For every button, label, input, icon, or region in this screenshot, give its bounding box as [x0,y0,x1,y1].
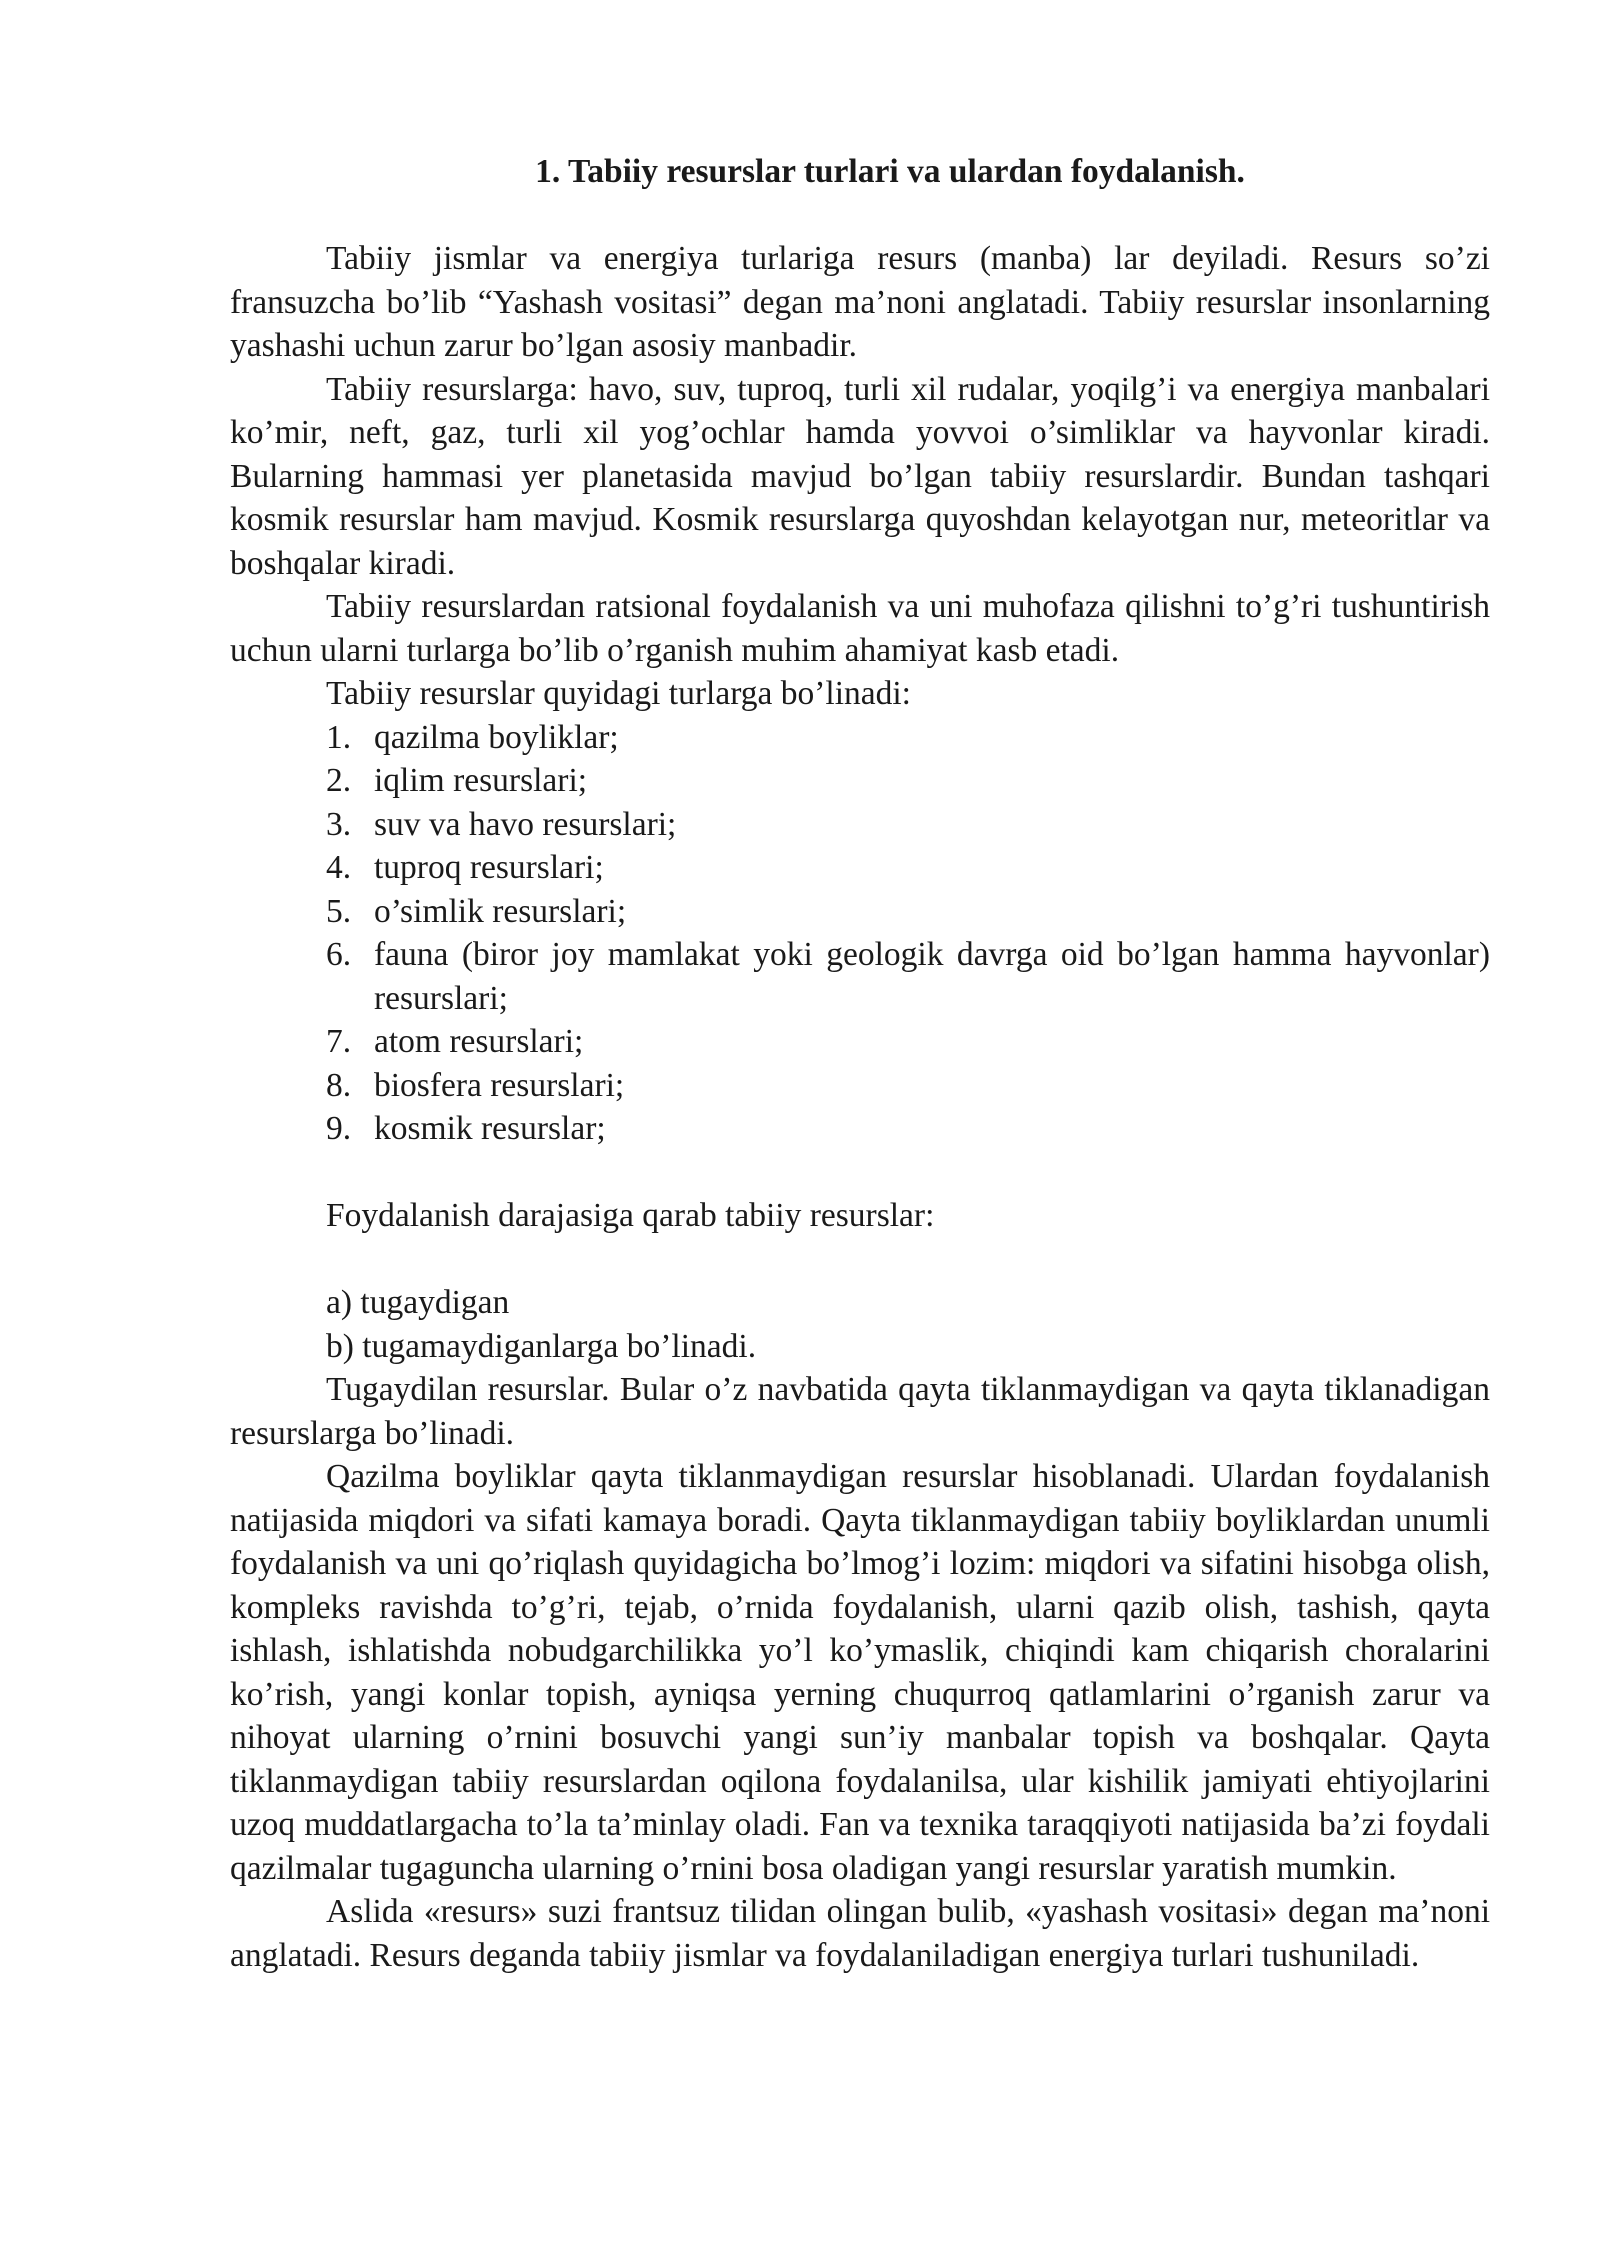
paragraph-resource-meaning: Aslida «resurs» suzi frantsuz tilidan olingan bulib, «yashash vositasi» degan ma’noni anglatadi. Resurs deganda tabiiy jismlar va foydalaniladigan energiya turlari tushuniladi. [230,1893,1490,1974]
list-item-text: suv va havo resurslari; [374,805,677,843]
list-item-number: 9. [326,1110,352,1147]
list-item-text: kosmik resurslar; [374,1110,606,1147]
list-intro: Tabiiy resurslar quyidagi turlarga bo’linadi: [326,675,911,712]
list-item-number: 3. [326,805,352,843]
paragraph-definition: Tabiiy jismlar va energiya turlariga resurs (manba) lar deyiladi. Resurs so’zi fransuzcha bo’lib “Yashash vositasi” degan ma’noni anglatadi. Tabiiy resurslar insonlarning yashashi uchun zarur bo’lgan asosiy manbadir. [230,240,1490,364]
list-item-text: qazilma boyliklar; [374,718,619,756]
list-item [230,1064,1490,1108]
usage-option-b: b) tugamaydiganlarga bo’linadi. [326,1327,757,1365]
list-item-number: 5. [326,892,352,930]
usage-option-a: a) tugaydigan [326,1284,510,1321]
list-item [230,933,1490,1020]
usage-intro: Foydalanish darajasiga qarab tabiiy resurslar: [326,1197,935,1234]
list-item [230,1020,1490,1064]
list-item-number: 8. [326,1066,352,1104]
list-item-number: 7. [326,1023,352,1060]
list-item-text: iqlim resurslari; [374,762,588,799]
list-item-text: biosfera resurslari; [374,1066,625,1104]
list-item [230,846,1490,890]
list-item [230,803,1490,847]
list-item-text: o’simlik resurslari; [374,892,627,930]
list-item-text: tuproq resurslari; [374,849,604,886]
list-item [230,759,1490,803]
list-item [230,890,1490,934]
list-item-text: atom resurslari; [374,1023,584,1060]
list-item [230,716,1490,760]
list-item-number: 2. [326,762,352,799]
list-item-number: 4. [326,849,352,886]
section-title: 1. Tabiiy resurslar turlari va ulardan foydalanish. [535,153,1245,190]
blank-line [230,1238,1490,1282]
list-item [230,1107,1490,1151]
document-page [230,150,1490,1977]
blank-line [230,1151,1490,1195]
list-item-number: 6. [326,936,352,973]
paragraph-depletable: Tugaydilan resurslar. Bular o’z navbatida qayta tiklanmaydigan va qayta tiklanadigan resurslarga bo’linadi. [230,1371,1490,1452]
resource-kinds-list [230,716,1490,1151]
list-item-number: 1. [326,718,352,756]
paragraph-rational-use: Tabiiy resurslardan ratsional foydalanish va uni muhofaza qilishni to’g’ri tushuntirish uchun ularni turlarga bo’lib o’rganish muhim ahamiyat kasb etadi. [230,588,1490,669]
paragraph-minerals: Qazilma boyliklar qayta tiklanmaydigan resurslar hisoblanadi. Ulardan foydalanish natijasida miqdori va sifati kamaya boradi. Qayta tiklanmaydigan tabiiy boyliklardan unumli foydalanish va uni qo’riqlash quyidagicha bo’lmog’i lozim: miqdori va sifatini hisobga olish, kompleks ravishda to’g’ri, tejab, o’rnida foydalanish, ularni qazib olish, tashish, qayta ishlash, ishlatishda nobudgarchilikka yo’l ko’ymaslik, chiqindi kam chiqarish choralarini ko’rish, yangi konlar topish, ayniqsa yerning chuqurroq qatlamlarini o’rganish zarur va nihoyat ularning o’rnini bosuvchi yangi sun’iy manbalar topish va boshqalar. Qayta tiklanmaydigan tabiiy resurslardan oqilona foydalanilsa, ular kishilik jamiyati ehtiyojlarini uzoq muddatlargacha to’la ta’minlay oladi. Fan va texnika taraqqiyoti natijasida ba’zi foydali qazilmalar tugaguncha ularning o’rnini bosa oladigan yangi resurslar yaratish mumkin. [230,1458,1490,1887]
list-item-text: fauna (biror joy mamlakat yoki geologik davrga oid bo’lgan hamma hayvonlar) resurslari; [374,936,1490,1017]
paragraph-resource-examples: Tabiiy resurslarga: havo, suv, tuproq, turli xil rudalar, yoqilg’i va energiya manbalari ko’mir, neft, gaz, turli xil yog’ochlar hamda yovvoi o’simliklar va hayvonlar kiradi. Bularning hammasi yer planetasida mavjud bo’lgan tabiiy resurslardir. Bundan tashqari kosmik resurslar ham mavjud. Kosmik resurslarga quyoshdan kelayotgan nur, meteoritlar va boshqalar kiradi. [230,370,1490,582]
